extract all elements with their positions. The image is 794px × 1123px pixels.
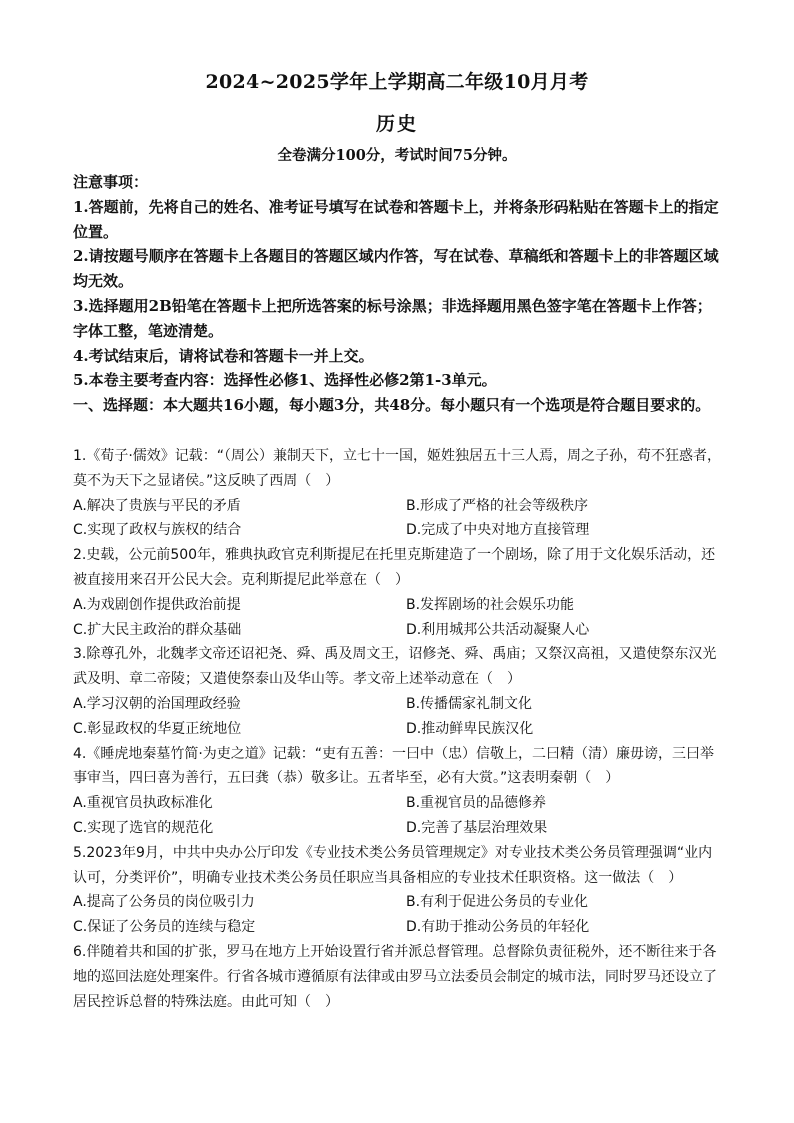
option-grid <box>73 692 723 742</box>
option-c: C.彰显政权的华夏正统地位 <box>73 720 242 737</box>
option-a: A.解决了贵族与平民的矛盾 <box>73 497 241 514</box>
option-a: A.学习汉朝的治国理政经验 <box>73 695 241 712</box>
option-c: C.实现了政权与族权的结合 <box>73 522 242 539</box>
question-stem: 4.《睡虎地秦墓竹简·为吏之道》记载：“吏有五善：一曰中（忠）信敬上，二曰精（清）廉毋谤，三曰举事审当，四曰喜为善行，五曰龚（恭）敬多让。五者毕至，必有大赏。”这表明秦朝（ ） <box>73 745 715 787</box>
option-c: C.扩大民主政治的群众基础 <box>73 621 242 638</box>
question <box>73 841 723 940</box>
option-grid <box>73 890 723 940</box>
question-stem: 2.史载，公元前500年，雅典执政官克利斯提尼在托里克斯建造了一个剧场，除了用于文化娱乐活动，还被直接用来召开公民大会。克利斯提尼此举意在（ ） <box>73 547 716 588</box>
question-stem: 6.伴随着共和国的扩张，罗马在地方上开始设置行省并派总督管理。总督除负责征税外，还不断往来于各地的巡回法庭处理案件。行省各城市遵循原有法律或由罗马立法委员会制定的城市法，同时罗马还设立了居民控诉总督的特殊法庭。由此可知（ ） <box>73 943 717 1010</box>
exam-meta: 全卷满分100分，考试时间75分钟。 <box>277 147 517 164</box>
notice-item: 1.答题前，先将自己的姓名、准考证号填写在试卷和答题卡上，并将条形码粘贴在答题卡上的指定位置。 <box>73 197 719 241</box>
notice-item: 5.本卷主要考查内容：选择性必修1、选择性必修2第1-3单元。 <box>73 371 497 390</box>
question-stem: 5.2023年9月，中共中央办公厅印发《专业技术类公务员管理规定》对专业技术类公务员管理强调“业内认可，分类评价”，明确专业技术类公务员任职应当具备相应的专业技术任职资格。这一做法（ ） <box>73 844 713 886</box>
option-b: B.形成了严格的社会等级秩序 <box>406 497 589 514</box>
option-d: D.完善了基层治理效果 <box>406 819 548 836</box>
notice-item: 4.考试结束后，请将试卷和答题卡一并上交。 <box>73 346 374 365</box>
option-d: D.利用城邦公共活动凝聚人心 <box>406 621 590 638</box>
notice-block <box>73 170 723 418</box>
question <box>73 940 723 1014</box>
option-d: D.有助于推动公务员的年轻化 <box>406 919 590 936</box>
notice-item: 3.选择题用2B铅笔在答题卡上把所选答案的标号涂黑；非选择题用黑色签字笔在答题卡上作答；字体工整，笔迹清楚。 <box>73 296 712 340</box>
option-grid <box>73 593 723 643</box>
question <box>73 444 723 543</box>
section-heading: 一、选择题：本大题共16小题，每小题3分，共48分。每小题只有一个选项是符合题目要求的。 <box>73 396 711 415</box>
option-a: A.提高了公务员的岗位吸引力 <box>73 894 255 911</box>
question <box>73 642 723 741</box>
option-d: D.推动鲜卑民族汉化 <box>406 720 534 737</box>
option-c: C.保证了公务员的连续与稳定 <box>73 919 256 936</box>
option-b: B.发挥剧场的社会娱乐功能 <box>406 596 575 613</box>
exam-title: 2024~2025学年上学期高二年级10月月考 <box>205 71 589 93</box>
question-stem: 3.除尊孔外，北魏孝文帝还诏祀尧、舜、禹及周文王，诏修尧、舜、禹庙；又祭汉高祖，又遣使祭东汉光武及明、章二帝陵；又遣使祭泰山及华山等。孝文帝上述举动意在（ ） <box>73 646 717 688</box>
option-a: A.为戏剧创作提供政治前提 <box>73 596 241 613</box>
option-grid <box>73 494 723 544</box>
option-grid <box>73 791 723 841</box>
notice-item: 2.请按题号顺序在答题卡上各题目的答题区域内作答，写在试卷、草稿纸和答题卡上的非答题区域均无效。 <box>73 247 719 291</box>
option-b: B.有利于促进公务员的专业化 <box>406 894 589 911</box>
option-c: C.实现了选官的规范化 <box>73 819 214 836</box>
question <box>73 543 723 642</box>
option-b: B.传播儒家礼制文化 <box>406 695 533 712</box>
option-d: D.完成了中央对地方直接管理 <box>406 522 590 539</box>
option-a: A.重视官员执政标准化 <box>73 795 213 812</box>
question-stem: 1.《荀子·儒效》记载：“（周公）兼制天下，立七十一国，姬姓独居五十三人焉，周之子孙，苟不狂惑者，莫不为天下之显诸侯。”这反映了西周（ ） <box>73 448 722 489</box>
notice-heading: 注意事项： <box>73 173 149 191</box>
exam-subject: 历史 <box>375 113 418 135</box>
question-list <box>73 444 723 1014</box>
option-b: B.重视官员的品德修养 <box>406 795 547 812</box>
question <box>73 742 723 841</box>
